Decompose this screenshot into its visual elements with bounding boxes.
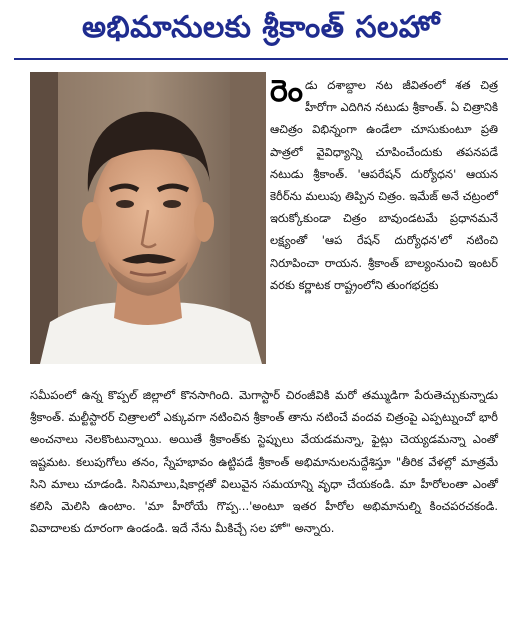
article-lead-text: డు దశాబ్దాల నట జీవితంలో శత చిత్ర హీరోగా ఎదిగిన నటుడు శ్రీకాంత్. ఏ చిత్రానికి ఆచిత్రం విభిన్నంగా ఉండేలా చూసుకుంటూ ప్రతి పాత్రలో వైవిధ్యాన్ని చూపించేందుకు తపనపడే నటుడు శ్రీకాంత్. 'ఆపరేషన్ దుర్యోధన' ఆయన కెరీర్‌ను మలుపు తిప్పిన చిత్రం. ఇమేజ్ అనే చట్రంలో ఇరుక్కోకుండా చిత్రం బావుండటమే ప్రధానమనే లక్ష్యంతో 'ఆప రేషన్ దుర్యోధన'లో నటించి నిరూపించా రాయన. శ్రీకాంత్ బాల్యంనుంచి ఇంటర్ వరకు కర్ణాటక రాష్ట్రంలోని తుంగభద్రకు (270, 78, 498, 292)
portrait-image (30, 72, 266, 364)
actor-photo (30, 72, 266, 364)
article-body-text: సమీపంలో ఉన్న కొప్పల్ జిల్లాలో కొనసాగింది. మెగాస్టార్ చిరంజీవికి మరో తమ్ముడిగా పేరుతెచ్చుకున్నాడు శ్రీకాంత్. మల్టీస్టారర్ చిత్రాలలో ఎక్కువగా నటించిన శ్రీకాంత్ తాను నటించే వందవ చిత్రంపై ఎప్పట్నుంచో భారీ అంచనాలు నెలకొంటున్నాయి. అయితే శ్రీకాంత్‌కు స్టెప్పులు వేయడమన్నా, ఫైట్లు చెయ్యడమన్నా ఎంతో ఇష్టమట. కలుపుగోలు తనం, స్నేహభావం ఉట్టిపడే శ్రీకాంత్ అభిమానులనుద్దేశిస్తూ "తీరిక వేళల్లో మాత్రమే సిని మాలు చూడండి. సినిమాలు,షికార్లతో విలువైన సమయాన్ని వృధా చేయకండి. మా హీరోలంతా ఎంతో కలిసి మెలిసి ఉంటాం. 'మా హీరోయే గొప్ప...'అంటూ ఇతర హీరోల అభిమానుల్ని కించపరచకండి. వివాదాలకు దూరంగా ఉండండి. ఇదే నేను మీకిచ్చే సల హో" అన్నారు. (30, 388, 498, 536)
article-body (30, 384, 498, 539)
headline-divider (14, 58, 508, 60)
headline: అభిమానులకు శ్రీకాంత్ సలహో (82, 10, 440, 45)
article-lead-column (270, 74, 498, 296)
article-lead-paragraph (270, 74, 498, 296)
drop-cap: రెం (270, 74, 303, 109)
